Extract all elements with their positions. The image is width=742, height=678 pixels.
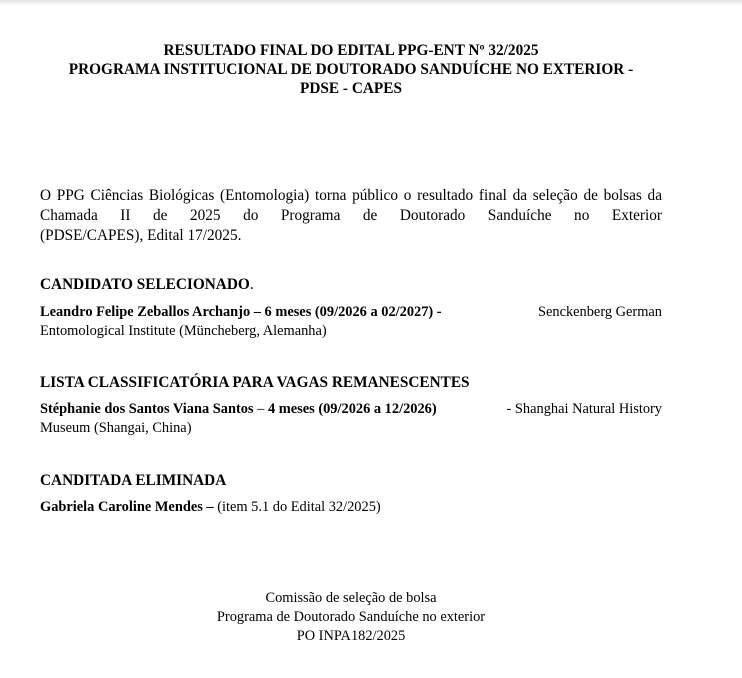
title-line-2: PROGRAMA INSTITUCIONAL DE DOUTORADO SANDUÍCHE NO EXTERIOR - (68, 61, 634, 78)
title-line-1: RESULTADO FINAL DO EDITAL PPG-ENT Nº 32/2025 (163, 42, 539, 59)
eliminated-reason: (item 5.1 do Edital 32/2025) (217, 499, 381, 515)
footer-line-1: Comissão de seleção de bolsa (265, 590, 437, 606)
waitlist-dash: – (257, 401, 265, 417)
selected-candidate: Leandro Felipe Zeballos Archanjo – 6 meses (09/2026 a 02/2027) - (40, 304, 442, 320)
title-line-3: PDSE - CAPES (300, 80, 402, 97)
footer-line-2: Programa de Doutorado Sanduíche no exterior (216, 609, 486, 625)
selected-entry (40, 303, 662, 341)
page-top-edge (0, 0, 742, 6)
selected-institution-part2: Entomological Institute (Müncheberg, Alemanha) (40, 323, 327, 339)
intro-paragraph (40, 186, 662, 246)
waitlist-heading: LISTA CLASSIFICATÓRIA PARA VAGAS REMANESCENTES (40, 374, 470, 391)
waitlist-candidate: Stéphanie dos Santos Viana Santos (40, 401, 254, 417)
selected-heading-text: CANDIDATO SELECIONADO (40, 276, 250, 293)
intro-line-3: (PDSE/CAPES), Edital 17/2025. (40, 227, 242, 244)
intro-line-2: Chamada II de 2025 do Programa de Doutorado Sanduíche no Exterior (40, 207, 662, 224)
waitlist-institution-part2: Museum (Shangai, China) (40, 420, 192, 436)
selected-heading-suffix: . (249, 276, 254, 293)
waitlist-entry (40, 400, 662, 438)
signature-block (40, 589, 662, 646)
footer-line-3: PO INPA182/2025 (296, 628, 406, 644)
waitlist-institution-part1: - Shanghai Natural History (506, 401, 662, 417)
intro-line-1: O PPG Ciências Biológicas (Entomologia) torna público o resultado final da seleção de bolsas da (40, 187, 662, 204)
eliminated-heading: CANDITADA ELIMINADA (40, 472, 227, 489)
waitlist-period: 4 meses (09/2026 a 12/2026) (267, 401, 437, 417)
selected-institution-part1: Senckenberg German (537, 304, 662, 320)
selected-heading (40, 275, 254, 295)
document-title (40, 41, 662, 98)
eliminated-entry (40, 498, 381, 517)
eliminated-candidate: Gabriela Caroline Mendes – (40, 499, 214, 515)
